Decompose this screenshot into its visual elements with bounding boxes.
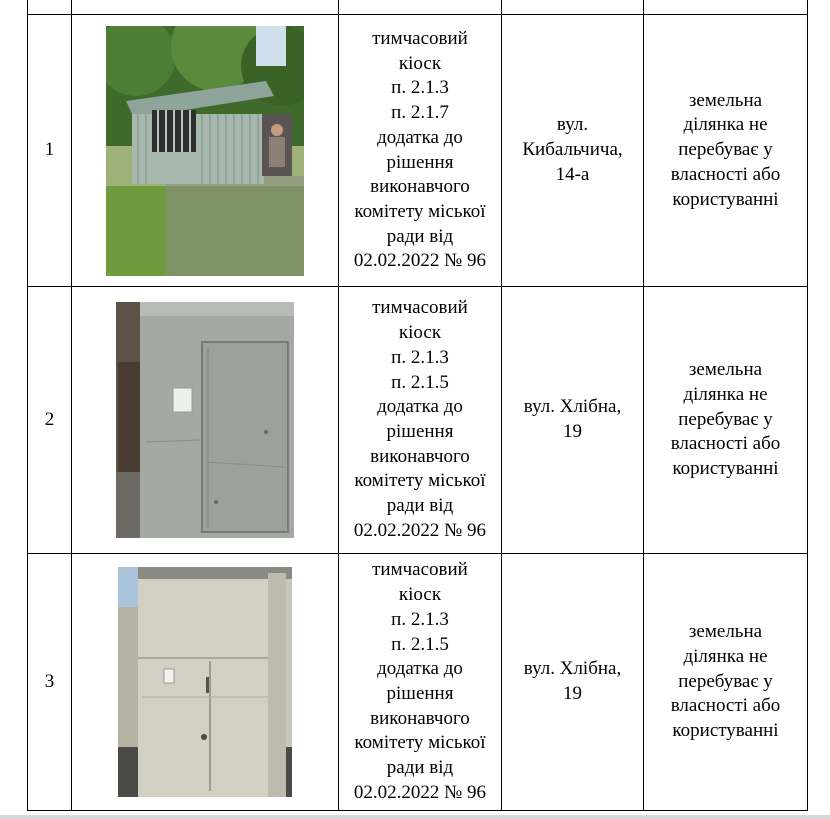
description-cell: тимчасовий кіоск п. 2.1.3 п. 2.1.7 додатка до рішення виконавчого комітету міської ради від 02.02.2022 № 96 <box>339 15 502 287</box>
kiosk-register-table <box>27 0 808 811</box>
row-number: 3 <box>28 554 72 811</box>
table-header-row <box>28 0 808 15</box>
photo-cell <box>72 554 339 811</box>
table-row <box>28 554 808 811</box>
address-cell: вул. Хлібна, 19 <box>502 287 644 554</box>
status-cell: земельна ділянка не перебуває у власності або користуванні <box>644 15 808 287</box>
kiosk-photo <box>106 26 304 276</box>
description-cell: тимчасовий кіоск п. 2.1.3 п. 2.1.5 додатка до рішення виконавчого комітету міської ради від 02.02.2022 № 96 <box>339 287 502 554</box>
row-number: 2 <box>28 287 72 554</box>
header-cell-photo <box>72 0 339 15</box>
photo-cell <box>72 287 339 554</box>
table-row <box>28 15 808 287</box>
kiosk-photo <box>118 567 292 797</box>
photo-cell <box>72 15 339 287</box>
address-cell: вул. Хлібна, 19 <box>502 554 644 811</box>
status-cell: земельна ділянка не перебуває у власності або користуванні <box>644 554 808 811</box>
table-row <box>28 287 808 554</box>
row-number: 1 <box>28 15 72 287</box>
kiosk-photo <box>116 302 294 538</box>
address-cell: вул. Кибальчича, 14-а <box>502 15 644 287</box>
header-cell-status <box>644 0 808 15</box>
header-cell-description <box>339 0 502 15</box>
status-cell: земельна ділянка не перебуває у власності або користуванні <box>644 287 808 554</box>
header-cell-address <box>502 0 644 15</box>
header-cell-number <box>28 0 72 15</box>
description-cell: тимчасовий кіоск п. 2.1.3 п. 2.1.5 додатка до рішення виконавчого комітету міської ради від 02.02.2022 № 96 <box>339 554 502 811</box>
page-bottom-edge <box>0 815 830 819</box>
